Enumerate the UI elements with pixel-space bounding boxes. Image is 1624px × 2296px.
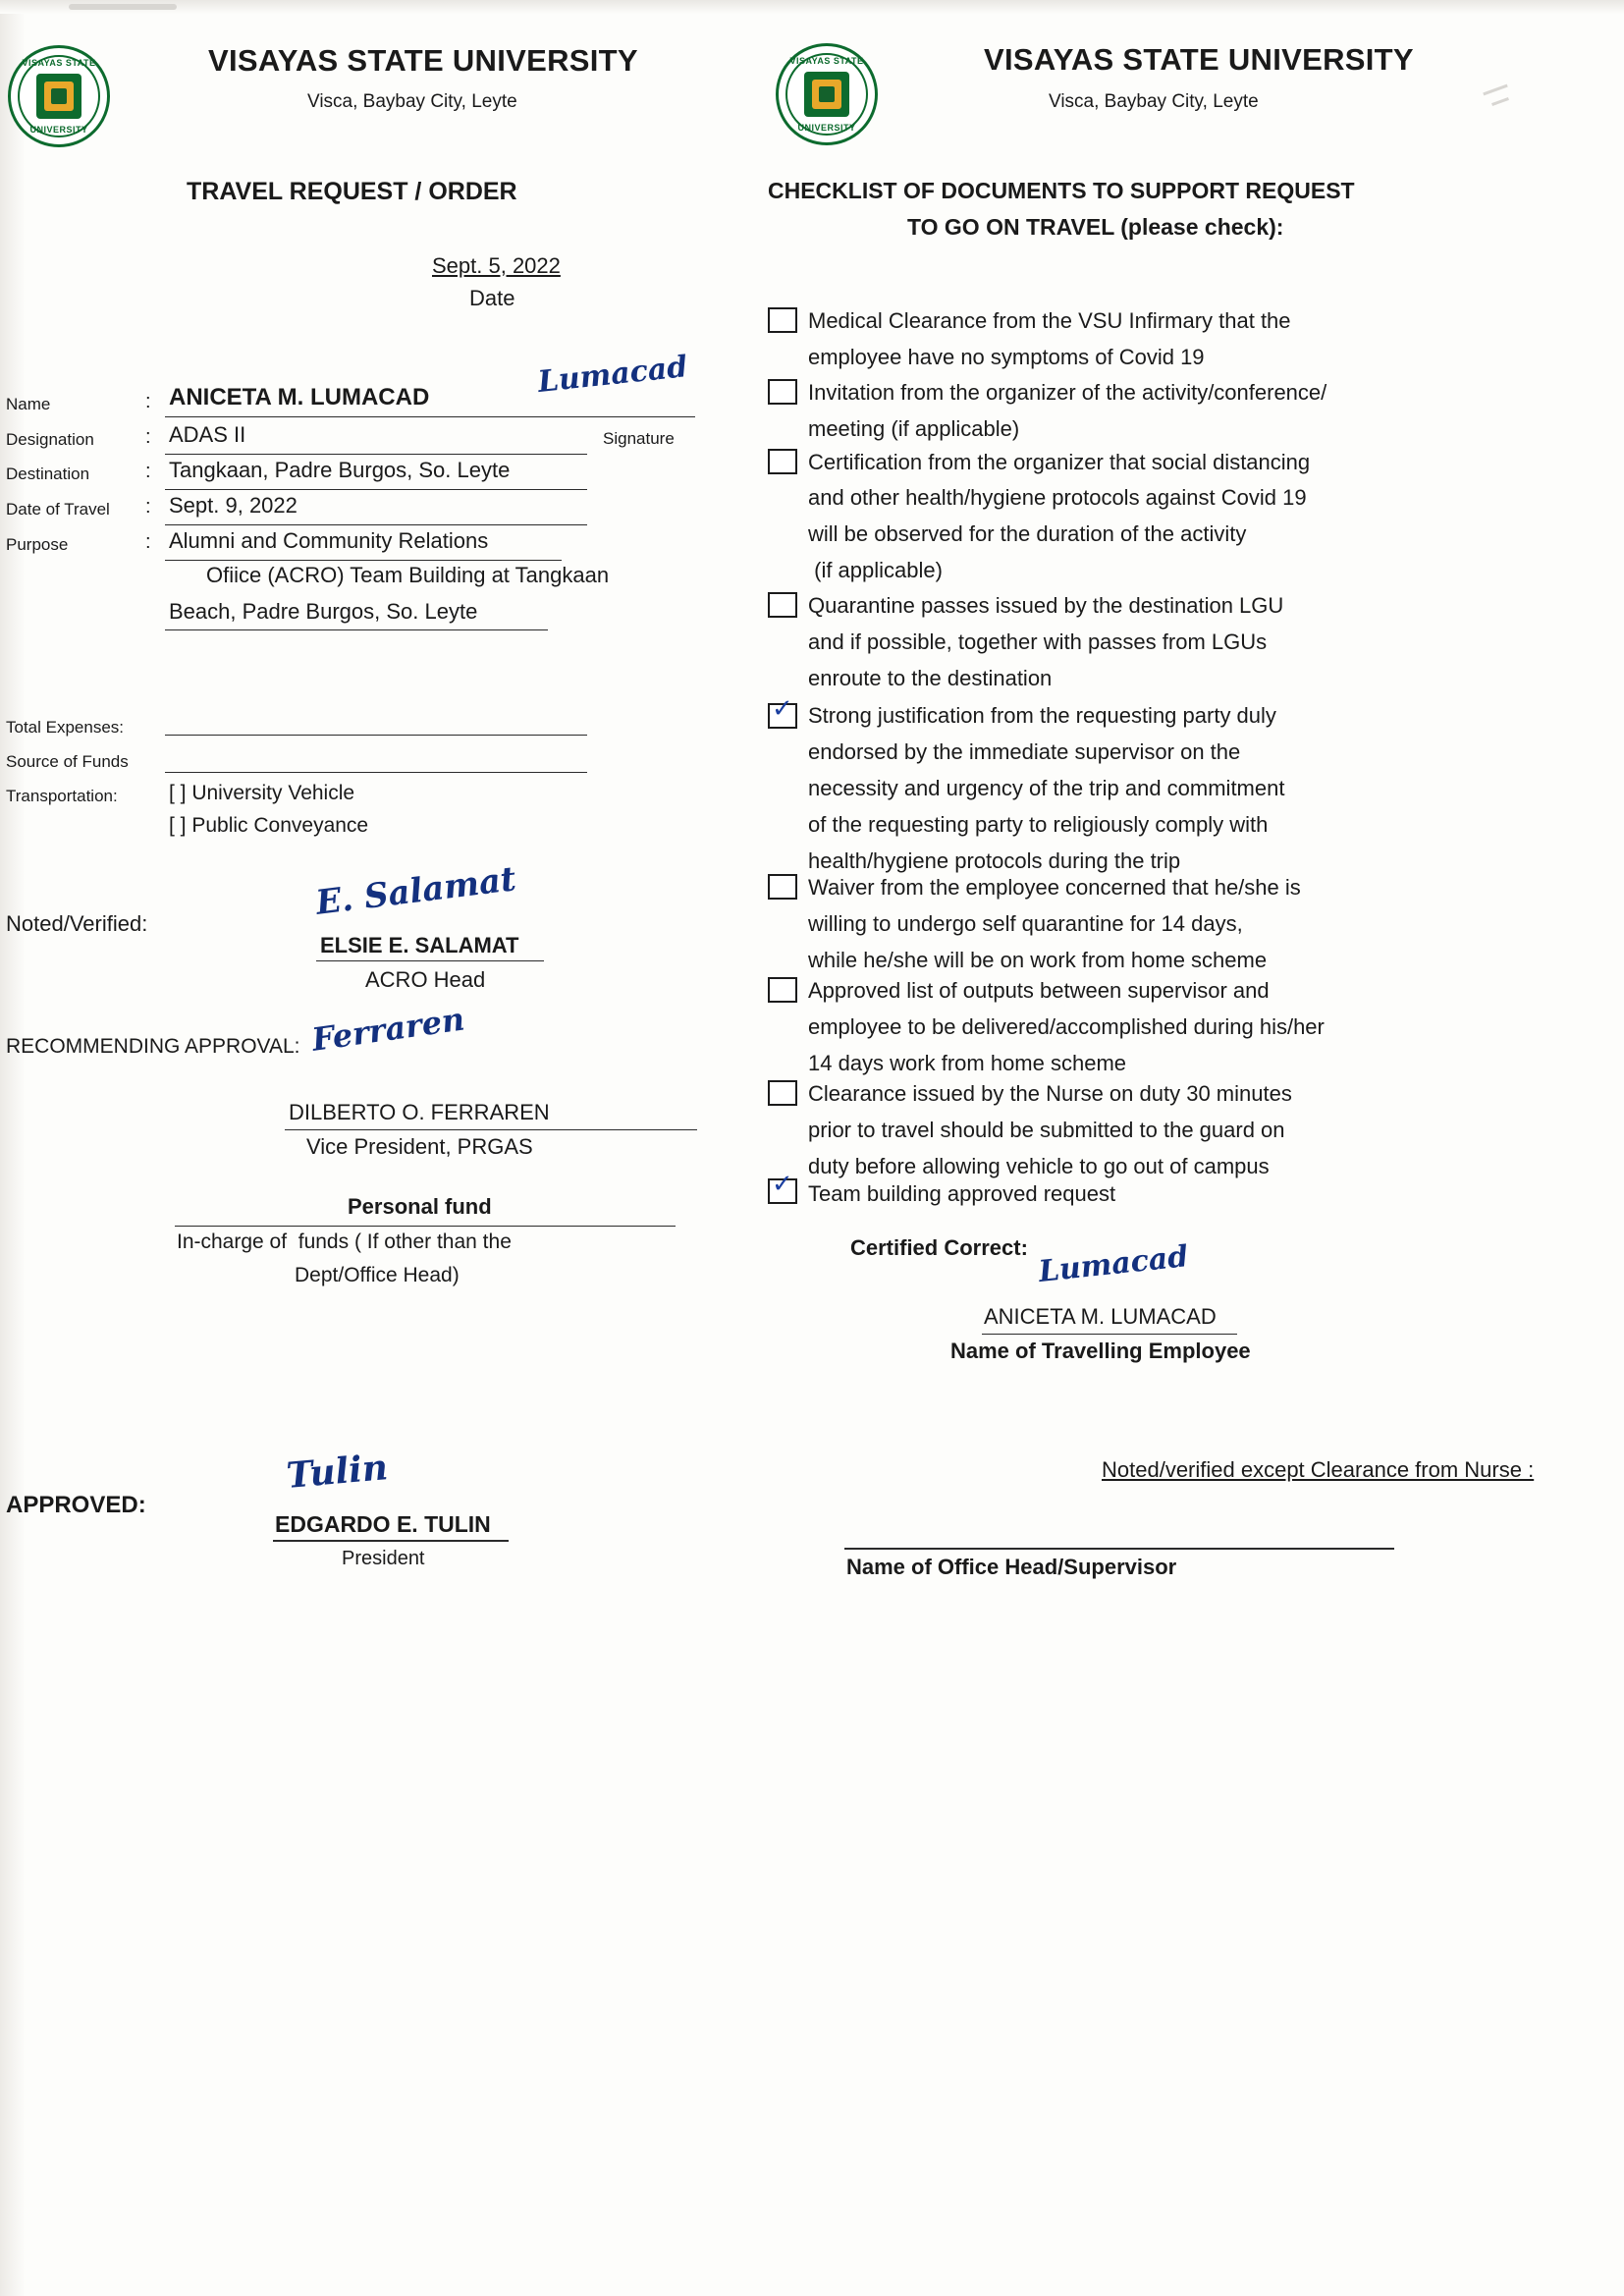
field-rule-designation	[165, 454, 587, 455]
fund-source-rule	[175, 1226, 676, 1227]
seal-emblem-inner	[51, 88, 67, 104]
source-of-funds-rule	[165, 772, 587, 773]
checklist-text-6-line-2: willing to undergo self quarantine for 14 days,	[808, 911, 1243, 936]
checkbox-waiver[interactable]	[768, 874, 797, 900]
transport-option-university-vehicle[interactable]: [ ] University Vehicle	[169, 782, 355, 804]
noted-verified-name: ELSIE E. SALAMAT	[320, 933, 519, 957]
total-expenses-label: Total Expenses:	[6, 718, 125, 737]
checklist-title-line-2: TO GO ON TRAVEL (please check):	[907, 214, 1284, 240]
field-label-designation: Designation	[6, 430, 94, 449]
field-label-destination: Destination	[6, 465, 90, 483]
left-university-name: VISAYAS STATE UNIVERSITY	[208, 43, 638, 78]
transport-option-public-conveyance[interactable]: [ ] Public Conveyance	[169, 814, 369, 837]
checklist-text-4-line-1: Quarantine passes issued by the destination LGU	[808, 593, 1284, 618]
field-label-purpose: Purpose	[6, 535, 69, 554]
left-university-address: Visca, Baybay City, Leyte	[307, 91, 517, 112]
office-head-rule	[844, 1548, 1394, 1550]
checklist-text-5-line-4: of the requesting party to religiously comply with	[808, 812, 1269, 837]
noted-verified-title: ACRO Head	[365, 967, 486, 992]
source-of-funds-label: Source of Funds	[6, 752, 129, 771]
field-rule-date-of-travel	[165, 524, 587, 525]
checklist-text-1-line-2: employee have no symptoms of Covid 19	[808, 345, 1205, 369]
scan-artifact-right-2	[1491, 97, 1509, 106]
field-value-destination: Tangkaan, Padre Burgos, So. Leyte	[169, 458, 511, 482]
signature-lumacad-top: Lumacad	[536, 350, 689, 400]
travel-request-date-label: Date	[469, 286, 515, 310]
noted-verified-rule	[316, 960, 544, 961]
fund-source-caption-line-2: Dept/Office Head)	[295, 1264, 460, 1286]
field-colon-purpose: :	[145, 531, 151, 553]
scan-top-edge	[0, 0, 1624, 14]
right-university-name: VISAYAS STATE UNIVERSITY	[984, 42, 1414, 77]
signature-ferraren: Ferraren	[309, 1000, 467, 1059]
seal-text-bottom-right: UNIVERSITY	[797, 123, 856, 133]
recommending-approval-rule	[285, 1129, 697, 1130]
field-value-date-of-travel: Sept. 9, 2022	[169, 493, 298, 518]
left-form-title: TRAVEL REQUEST / ORDER	[187, 178, 517, 205]
signature-tulin: Tulin	[285, 1447, 390, 1497]
checkmark-team-building: ✓	[772, 1170, 793, 1199]
noted-verified-label: Noted/Verified:	[6, 911, 148, 936]
seal-text-bottom: UNIVERSITY	[29, 125, 88, 135]
field-value-name: ANICETA M. LUMACAD	[169, 384, 430, 410]
checklist-text-2-line-2: meeting (if applicable)	[808, 416, 1020, 441]
checklist-text-7-line-1: Approved list of outputs between supervisor and	[808, 978, 1270, 1003]
recommending-approval-title: Vice President, PRGAS	[306, 1134, 533, 1159]
checklist-text-8-line-3: duty before allowing vehicle to go out of campus	[808, 1154, 1270, 1178]
checklist-text-6-line-3: while he/she will be on work from home scheme	[808, 948, 1268, 972]
field-rule-purpose	[165, 560, 562, 561]
scan-left-edge	[0, 0, 26, 2296]
checklist-text-7-line-3: 14 days work from home scheme	[808, 1051, 1127, 1075]
field-colon-date-of-travel: :	[145, 496, 151, 518]
office-head-caption: Name of Office Head/Supervisor	[846, 1555, 1177, 1579]
checklist-text-3-line-1: Certification from the organizer that social distancing	[808, 450, 1311, 474]
approved-label: APPROVED:	[6, 1492, 146, 1518]
checklist-text-7-line-2: employee to be delivered/accomplished during his/her	[808, 1014, 1325, 1039]
field-value-designation: ADAS II	[169, 422, 246, 447]
purpose-rule-3	[165, 629, 548, 630]
field-colon-destination: :	[145, 461, 151, 482]
certified-correct-label: Certified Correct:	[850, 1235, 1028, 1260]
traveller-name-rule	[982, 1334, 1237, 1335]
checklist-text-5-line-2: endorsed by the immediate supervisor on the	[808, 739, 1241, 764]
checklist-text-3-line-2: and other health/hygiene protocols against Covid 19	[808, 485, 1307, 510]
checklist-text-8-line-1: Clearance issued by the Nurse on duty 30 minutes	[808, 1081, 1292, 1106]
approved-name: EDGARDO E. TULIN	[275, 1511, 491, 1537]
checkbox-nurse-clearance[interactable]	[768, 1080, 797, 1106]
signature-caption: Signature	[603, 429, 675, 448]
checkbox-certification-organizer[interactable]	[768, 449, 797, 474]
checklist-text-2-line-1: Invitation from the organizer of the activity/conference/	[808, 380, 1327, 405]
transportation-label: Transportation:	[6, 787, 118, 805]
travel-request-date-value: Sept. 5, 2022	[432, 253, 561, 278]
field-rule-name	[165, 416, 695, 417]
seal-text-top-right: VISAYAS STATE	[789, 56, 864, 66]
scan-artifact-top	[69, 4, 177, 10]
approved-rule	[273, 1540, 509, 1542]
seal-text-top: VISAYAS STATE	[22, 58, 96, 68]
checkbox-invitation[interactable]	[768, 379, 797, 405]
field-value-purpose: Alumni and Community Relations	[169, 528, 489, 553]
university-seal-right	[776, 43, 878, 145]
checklist-text-9-line-1: Team building approved request	[808, 1181, 1116, 1206]
checkbox-medical-clearance[interactable]	[768, 307, 797, 333]
checkbox-approved-outputs[interactable]	[768, 977, 797, 1003]
checklist-text-5-line-5: health/hygiene protocols during the trip	[808, 848, 1181, 873]
fund-source-value: Personal fund	[348, 1194, 492, 1219]
recommending-approval-name: DILBERTO O. FERRAREN	[289, 1100, 550, 1124]
field-colon-name: :	[145, 391, 151, 412]
signature-lumacad-right: Lumacad	[1037, 1239, 1190, 1289]
field-label-name: Name	[6, 395, 51, 413]
purpose-line-3: Beach, Padre Burgos, So. Leyte	[169, 599, 478, 624]
checklist-text-1-line-1: Medical Clearance from the VSU Infirmary that the	[808, 308, 1291, 333]
field-rule-destination	[165, 489, 587, 490]
traveller-name: ANICETA M. LUMACAD	[984, 1304, 1217, 1329]
checklist-text-3-line-3: will be observed for the duration of the activity	[808, 521, 1247, 546]
noted-except-nurse-label: Noted/verified except Clearance from Nurse :	[1102, 1457, 1535, 1482]
seal-emblem-inner-right	[819, 86, 835, 102]
checkbox-quarantine-passes[interactable]	[768, 592, 797, 618]
checklist-text-3-line-4: (if applicable)	[808, 558, 943, 582]
scan-artifact-right	[1483, 84, 1507, 96]
total-expenses-rule	[165, 735, 587, 736]
field-colon-designation: :	[145, 426, 151, 448]
signature-salamat: E. Salamat	[313, 859, 518, 923]
recommending-approval-label: RECOMMENDING APPROVAL:	[6, 1035, 300, 1058]
approved-title: President	[342, 1548, 425, 1569]
checklist-text-8-line-2: prior to travel should be submitted to the guard on	[808, 1118, 1285, 1142]
university-seal-left	[8, 45, 110, 147]
field-label-date-of-travel: Date of Travel	[6, 500, 110, 519]
fund-source-caption-line-1: In-charge of funds ( If other than the	[177, 1230, 512, 1253]
checklist-title-line-1: CHECKLIST OF DOCUMENTS TO SUPPORT REQUEST	[768, 178, 1355, 203]
checklist-text-5-line-3: necessity and urgency of the trip and commitment	[808, 776, 1285, 800]
traveller-caption: Name of Travelling Employee	[950, 1339, 1251, 1363]
checkmark-strong-justification: ✓	[772, 694, 793, 724]
right-university-address: Visca, Baybay City, Leyte	[1049, 91, 1259, 112]
purpose-line-2: Ofiice (ACRO) Team Building at Tangkaan	[206, 563, 610, 587]
checklist-text-4-line-2: and if possible, together with passes from LGUs	[808, 629, 1268, 654]
checklist-text-6-line-1: Waiver from the employee concerned that he/she is	[808, 875, 1301, 900]
checklist-text-4-line-3: enroute to the destination	[808, 666, 1053, 690]
checklist-text-5-line-1: Strong justification from the requesting party duly	[808, 703, 1276, 728]
